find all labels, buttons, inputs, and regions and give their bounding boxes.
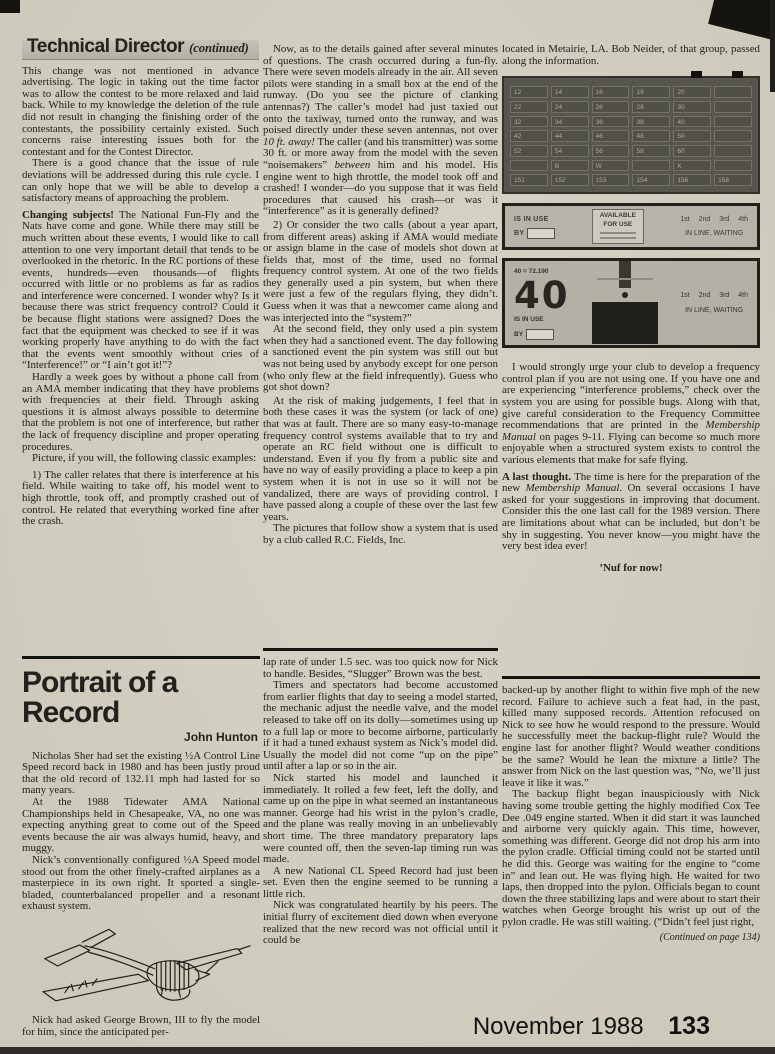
por-col1-paragraph-4: Nick had asked George Brown, III to fly the model for him, since the anticipated per- (22, 1013, 260, 1038)
board-cell: 52 (510, 145, 548, 157)
por-col2-paragraph-4: A new National CL Speed Record had just been set. Even then the engine seemed to be running a little rich. (263, 864, 498, 900)
board-cell (714, 101, 752, 113)
board-cell: B (551, 160, 589, 172)
continued-on-note: (Continued on page 134) (659, 932, 760, 944)
board-cell: 54 (551, 145, 589, 157)
por-col2-paragraph-2: Timers and spectators had become accustomed from earlier flights that day to seeing a model started, the mechanic adjust the needle valve, and the model released to take off on its dolly—sometimes using up to a full lap or more to become airborne, particularly if it had a tuned exhaust system as Nick’s model did. Usually the model did not come “up on the pipe” until after a lap or so in the air. (263, 679, 498, 773)
board-cell: 20 (673, 86, 711, 98)
board-cell: 32 (510, 116, 548, 128)
article-signoff: ’Nuf for now! (599, 561, 663, 574)
por-col3-paragraph-2: The backup flight began inauspiciously with Nick having some trouble getting the highly modified Cox Tee Dee .049 engine started. When it did start it was launched and airborne very quickly again. This time, however, something was different. George did not drop his arm into the pylon cradle. Official timing could not be started until he did this. George was waiting for the engine to “come in” and lean out. He was flying high. He waited for two laps, then dropped into the pylon. Officials began to count down the three stabilizing laps and were about to start their watches when George brought his wrist up out of the pylon cradle. He was still waiting. (“Didn’t feel just right, (502, 788, 760, 928)
por-col1-paragraph-2: At the 1988 Tidewater AMA National Championships held in Chesapeake, VA, no one was expecting anything great to come out of the Speed events because the air was always humid, heavy, and muggy. (22, 795, 260, 855)
por-col1-paragraph-1: Nicholas Sher had set the existing ½A Control Line Speed record back in 1980 and has been justly proud that the old record of 132.11 mph had lasted for so many years. (22, 749, 260, 797)
board-cell: 60 (673, 145, 711, 157)
scan-artifact-top-right (708, 0, 775, 43)
footer-issue-date: November 1988 (472, 1013, 644, 1040)
photo-channel-40-board (502, 258, 760, 348)
board-cell (714, 116, 752, 128)
board-cell: 30 (673, 101, 711, 113)
scan-artifact-top-left (0, 0, 20, 13)
text-segment: between (334, 158, 371, 171)
panel-available-card (592, 209, 644, 244)
text-segment: 10 ft. away! (263, 135, 315, 148)
section-divider-rule (263, 648, 498, 651)
photo-frequency-board-grid (502, 76, 760, 194)
article-heading-technical-director (22, 36, 259, 59)
board-cell: 18 (632, 86, 670, 98)
photo-frequency-panel (502, 203, 760, 250)
board-cell (510, 160, 548, 172)
portrait-column-1 (22, 656, 260, 1038)
board-cell: 152 (551, 174, 589, 186)
board-cell: 158 (714, 174, 752, 186)
board-cell: 34 (551, 116, 589, 128)
channel-by-label: BY (514, 330, 524, 338)
text-segment: him and his model. His engine went to high throttle, the model took off and crashed! I wonder—do you suppose that it was field procedures that caused his crash—or was it “interference” as it is generally defined? (263, 158, 499, 218)
airplane-sketch-figure (22, 922, 260, 1010)
illegible-instructions (596, 275, 654, 280)
channel-40-block (514, 266, 570, 340)
illegible-text-bar (597, 278, 653, 280)
td-col2-paragraph-4: At the risk of making judgements, I feel that in both these cases it was the system (or lack of one) that was at fault. There are so many easy-to-manage frequency control systems available that to try and operate an RC field without one is difficult to understand. Even if you fly from a public site and have no way of easily providing a place to keep a pin system when it is not in use so it will not be vandalized, there are ways of providing control. I have passed along a couple of these over the last few years. (263, 394, 498, 523)
illegible-text-bar (600, 232, 636, 234)
article-heading-portrait-of-a-record: Portrait of a Record (22, 666, 178, 729)
board-cell (714, 130, 752, 142)
board-cell: 22 (510, 101, 548, 113)
board-cell: 44 (551, 130, 589, 142)
channel-number: 40 (514, 273, 570, 317)
technical-director-column-1 (22, 36, 259, 528)
board-cell (714, 160, 752, 172)
board-cell: 48 (632, 130, 670, 142)
channel-waiting-label: IN LINE, WAITING (685, 306, 744, 314)
board-cell: 24 (551, 101, 589, 113)
footer-page-number: 133 (668, 1012, 710, 1040)
illegible-text-bar (600, 237, 636, 239)
td-col2-paragraph-1 (263, 44, 498, 218)
channel-clip-area (579, 266, 671, 340)
text-segment: on pages 9-11. Flying can become so much more enjoyable when a structured system exists to control the various elements that make for safe flying. (502, 430, 760, 466)
board-cell: 56 (592, 145, 630, 157)
board-cell: 58 (632, 145, 670, 157)
board-cell: 36 (592, 116, 630, 128)
section-divider-rule (502, 676, 760, 679)
board-cell: 14 (551, 86, 589, 98)
td-col3-paragraph-2 (502, 362, 760, 466)
channel-name-slot (526, 329, 554, 340)
panel-order-labels: 1st 2nd 3rd 4th (680, 215, 748, 223)
portrait-column-3 (502, 676, 760, 944)
board-cell: 50 (673, 130, 711, 142)
clip-rivet (622, 292, 628, 298)
td-col3-paragraph-1: located in Metairie, LA. Bob Neider, of that group, passed along the information. (502, 43, 760, 67)
board-cell: 40 (673, 116, 711, 128)
panel-in-use-label: IS IN USE (514, 215, 549, 223)
por-col2-paragraph-3: Nick started his model and launched it immediately. It rolled a few feet, left the dolly, and came up on the pipe in what seemed an instantaneous manner. George had his wrist in the pylon’s cradle, and the plane was really moving in an unbelievably short time. The three mandatory preparatory laps were counted off, then the seven-lap timing run was made. (263, 771, 498, 866)
board-cell (632, 160, 670, 172)
text-segment: Changing subjects! (22, 208, 114, 221)
text-segment: The National Fun-Fly and the Nats have come and gone. While there may still be much written about these events, I would like to call attention to one very important detail that tends to be overlooked in the rhetoric. In the RC portions of these events, hundreds—even thousands—of flights occurred with little or no problems as far as radios and interference were concerned. I wonder why? Is it because there was strict frequency control? Could it be because flight stations were assigned? Does the fact that the equipment was checked to see if it was working properly have anything to do with the fact that the events went smoothly without cries of “Interference!” or “I ain’t got it!”? (22, 208, 259, 372)
board-cell: 46 (592, 130, 630, 142)
clipped-dark-card (592, 302, 658, 344)
channel-order-labels: 1st 2nd 3rd 4th (680, 292, 748, 300)
technical-director-column-3 (502, 44, 760, 574)
section-divider-rule (22, 656, 260, 659)
por-col2-paragraph-5: Nick was congratulated heartily by his peers. The initial flurry of excitement died down when everyone realized that the new record was not official until it could be (263, 899, 498, 947)
panel-waiting-block (680, 214, 748, 240)
text-segment: Now, as to the details gained after several minutes of questions. The crash occurred during a fun-fly. There were seven models already in the air. All seven pilots were standing in a small box at the end of the runway. (Do you see the picture of clanking antennas?) The caller’s model had just taxied out onto the taxiway, turned onto the runway, and was poised directly under these seven antennas, not over (263, 43, 498, 137)
td-col1-paragraph-4: Hardly a week goes by without a phone call from an AMA member indicating that they have problems with frequencies at their field. Through asking questions it is almost always possible to determine that the problem is not one of interference, but rather the lack of frequency discipline and proper operating procedures. (22, 371, 259, 453)
panel-waiting-label: IN LINE, WAITING (685, 230, 744, 238)
td-col1-paragraph-5: Picture, if you will, the following classic examples: (32, 452, 257, 465)
scan-artifact-right-edge (770, 0, 775, 92)
td-col2-paragraph-5: The pictures that follow show a system that is used by a club called R.C. Fields, Inc. (263, 522, 498, 546)
text-segment: . On several occasions I have asked for your suggestions in improving that document. Consider this the one last call for the 1989 version. There are limitations about what can be included, but don’t be shy in suggesting. You never know—you might have the very best idea ever! (502, 482, 760, 553)
panel-card-line1: AVAILABLE (599, 212, 636, 220)
heading-title-text: Technical Director (27, 36, 185, 57)
board-cell: K (673, 160, 711, 172)
panel-by-label: BY (514, 230, 525, 238)
td-col3-paragraph-3 (502, 472, 760, 553)
panel-in-use-block (514, 214, 555, 240)
board-cell: 154 (632, 174, 670, 186)
text-segment: Membership Manual (525, 482, 620, 495)
frequency-equation: 40 = 72.190 (514, 268, 549, 276)
channel-waiting-block (680, 290, 748, 316)
channel-in-use-label: IS IN USE (514, 315, 544, 323)
board-cell (714, 86, 752, 98)
td-col2-paragraph-2: 2) Or consider the two calls (about a year apart, from different areas) asking if AMA would mediate or assign blame in the case of models shot down at fields that, most of the time, used no formal frequency control system. At one of the two fields they generally used a pin system, but when there were just a few of the regulars flying, they didn’t. Guess when it was that a newcomer came along and was interjected into the “system?” (263, 218, 498, 324)
board-cell: 16 (592, 86, 630, 98)
td-col1-paragraph-2: There is a good chance that the issue of rule deviations will be addressed during this rule cycle. I can only hope that we will be able to develop a satisfactory means of approaching the problem. (22, 157, 259, 205)
board-cell: 38 (632, 116, 670, 128)
heading-continued-text: (continued) (189, 41, 249, 55)
board-cell: 151 (510, 174, 548, 186)
board-cell: 153 (592, 174, 630, 186)
td-col2-paragraph-3: At the second field, they only used a pin system when they had a sanctioned event. The day following a sanctioned event the pin system was still out but was not being used by anybody except for one person (who only flew at the field infrequently). Guess who got shot down? (263, 323, 498, 394)
text-segment: The caller (and his transmitter) was some 30 ft. or more away from the model with the seven “noisemakers” (263, 135, 498, 171)
board-cell: W (592, 160, 630, 172)
board-cell: 156 (673, 174, 711, 186)
text-segment: Membership Manual (502, 419, 760, 443)
board-cell: 28 (632, 101, 670, 113)
board-cell: 12 (510, 86, 548, 98)
scan-artifact-bottom-edge (0, 1047, 775, 1054)
airplane-sketch (22, 922, 260, 1010)
panel-name-slot (527, 228, 555, 239)
td-col1-paragraph-6: 1) The caller relates that there is interference at his field. While waiting to take off, his model went to high throttle, took off, and promptly crashed out of control. He related that everything worked fine after the crash. (22, 468, 259, 528)
board-cell: 26 (592, 101, 630, 113)
panel-card-line2: FOR USE (603, 220, 633, 228)
portrait-column-2 (263, 648, 498, 947)
article-byline: John Hunton (184, 730, 258, 744)
por-col3-paragraph-1: backed-up by another flight to within five mph of the new record. Failure to achieve such a feat had, in the past, killed many supposed records. Attention refocused on Nick to see how he would respond to the pressure. Would he successfully meet the backup-flight rule? Would the engine last for another flight? Would weather conditions be the same? Would he lean the mixture a little? The answer from Nick on the last question was, “No, we’ll just leave it like it was.” (502, 684, 760, 789)
td-col1-paragraph-3 (22, 210, 259, 372)
por-col1-paragraph-3: Nick’s conventionally configured ½A Speed model stood out from the other finely-crafted airplanes as a masterpiece in its own right. It sported a single-bladed, counterbalanced propeller and a resonant exhaust system. (22, 853, 260, 913)
td-col1-paragraph-1: This change was not mentioned in advance advertising. The logic in taking out the time factor was to allow the contest to be more relaxed and laid back. While to my knowledge the deletion of the rule did not result in changing the finishing order of the contestants, the possibility certainly existed. Such concerns raise interesting issues both for the contestant and for the Contest Director. (22, 64, 259, 158)
text-segment: I would strongly urge your club to develop a frequency control plan if you are not using one. If you have one and are experiencing “interference problems,” check over the system you are using for possible bugs. Along with that, give careful consideration to the Frequency Committee recommendations that are printed in the (502, 361, 760, 432)
text-segment: The time is here for the preparation of the new (502, 470, 760, 495)
technical-director-column-2 (263, 44, 498, 547)
board-cell (714, 145, 752, 157)
por-col2-paragraph-1: lap rate of under 1.5 sec. was too quick now for Nick to handle. Besides, “Slugger” Brown was the best. (263, 656, 498, 680)
page-footer (398, 1012, 710, 1041)
text-segment: A last thought. (502, 470, 572, 483)
board-cell: 42 (510, 130, 548, 142)
